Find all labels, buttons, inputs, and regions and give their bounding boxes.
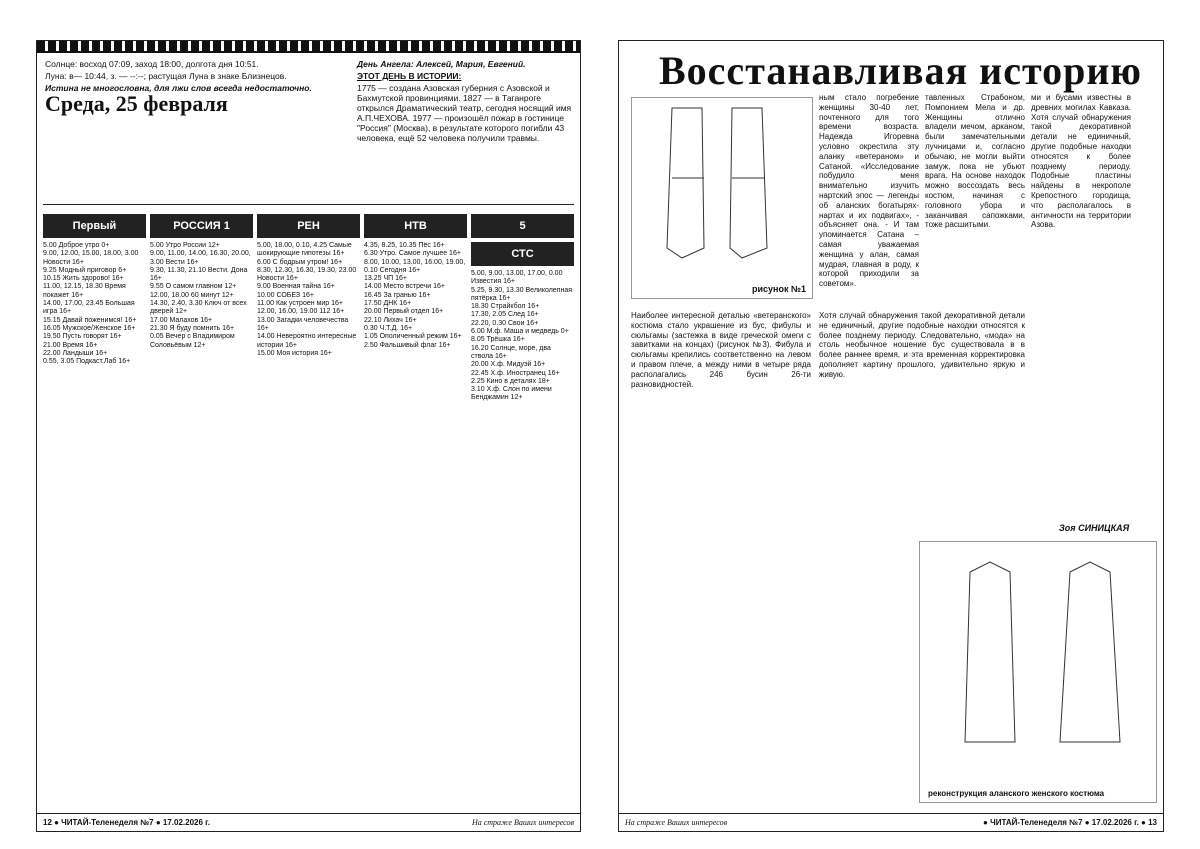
history-text: 1775 — создана Азовская губерния с Азовской и Бахмутской провинциями. 1827 — в Таганроге открылся Драматический театр, сегодня носящий имя А.П.ЧЕХОВА. 1977 — произошёл пожар в гостинице "Россия" (Москва), в результате которого погибли 43 человека, ещё 52 человека получили травмы. bbox=[357, 83, 572, 143]
astro-block bbox=[45, 59, 345, 116]
filmstrip-border bbox=[37, 41, 580, 53]
article-column: Наиболее интересной деталью «ветеранского» костюма стало украшение из бус, фибулы и сюльгамы (застежка в виде греческой омеги с завитками на концах) (рисунок №3). Фибула и сюльгамы крепились соответственно на левом и правом плече, а между ними в четыре ряда располагались 246 бусин 26-ти разновидностей. bbox=[631, 311, 811, 389]
left-footer-label: 12 ● ЧИТАЙ-Теленеделя №7 ● 17.02.2026 г. bbox=[43, 818, 210, 827]
tv-column bbox=[471, 214, 574, 784]
article-column: ми и бусами известны в древних могилах Кавказа. Хотя случай обнаружения такой декоративной детали не единичный, другие подобные находки относятся к более позднему периоду. Подобные пластины найдены в некрополе Крепостного городища, что располагалось в античности на территории Азова. bbox=[1031, 93, 1131, 230]
tv-listing: 5.00, 9.00, 13.00, 17.00, 0.00 Известия 16+ 5.25, 9.30, 13.30 Великолепная пятёрка 16+ 18.30 Страйкбол 16+ 17.30, 2.05 След 16+ 22.20, 0.30 Свои 16+ 6.00 М.ф. Маша и медведь 0+ 8.05 Трёшка 16+ 16.20 Солнце, море, два ствола 16+ 20.00 Х.ф. Мидуэй 16+ 22.45 Х.ф. Иностранец 16+ 2.25 Кино в деталях 18+ 3.10 Х.ф. Слон по имени Бенджамин 12+ bbox=[471, 270, 573, 402]
tv-listing: 5.00, 18.00, 0.10, 4.25 Самые шокирующие гипотезы 16+ 6.00 С бодрым утром! 16+ 8.30, 12.30, 16.30, 19.30, 23.00 Новости 16+ 9.00 Военная тайна 16+ 10.00 СОБЕЗ 16+ 11.00 Как устроен мир 16+ 12.00, 16.00, 19.00 112 16+ 13.00 Загадки человечества 16+ 14.00 Невероятно интересные истории 16+ 15.00 Моя история 16+ bbox=[257, 242, 357, 357]
tv-column bbox=[43, 214, 146, 784]
boots-drawing-icon bbox=[632, 98, 812, 298]
article-column: тавленных Страбоном, Помпонием Мела и др. Женщины отлично владели мечом, арканом, были замечательными лучницами и, согласно обычаю, не могли выйти замуж, пока не убьют врага. На основе находок можно воссоздать весь костюм, начиная с головного убора и заканчивая сапожками, тоже расшитыми. bbox=[925, 93, 1025, 230]
date-title: Среда, 25 февраля bbox=[45, 91, 228, 116]
history-block bbox=[357, 59, 572, 143]
tv-listing: 5.00 Утро России 12+ 9.00, 11.00, 14.00, 16.30, 20.00, 3.00 Вести 16+ 9.30, 11.30, 21.10 Вести. Дона 16+ 9.55 О самом главном 12+ 12.00, 18.00 60 минут 12+ 14.30, 2.40, 3.30 Ключ от всех дверей 12+ 17.00 Малахов 16+ 21.30 Я буду помнить 16+ 0.05 Вечер с Владимиром Соловьёвым 12+ bbox=[150, 242, 251, 349]
left-footer-motto: На страже Ваших интересов bbox=[471, 818, 574, 827]
figure-boots bbox=[631, 97, 813, 299]
tv-listing: 5.00 Доброе утро 0+ 9.00, 12.00, 15.00, 18.00, 3.00 Новости 16+ 9.25 Модный приговор 6+ 10.15 Жить здорово! 16+ 11.00, 12.15, 18.30 Время покажет 16+ 14.00, 17.00, 23.45 Большая игра 16+ 15.15 Давай поженимся! 16+ 16.05 Мужское/Женское 16+ 19.50 Пусть говорят 16+ 21.00 Время 16+ 22.00 Ландыши 16+ 0.55, 3.05 Подкаст.Лаб 16+ bbox=[43, 242, 139, 366]
article-column: ным стало погребение женщины 30-40 лет, почтенного для того времени возраста. Надежда Игоревна условно окрестила эту аланку «ветераном» и Сатаной. «Исследование побудило меня внимательно изучить нартский эпос — легенды об аланских богатырях-нартах и их подвигах», - объясняет она. - И там упоминается Сатана – самая уважаемая женщина у алан, самая мудрая, главная в роду, к которой приходили за советом». bbox=[819, 93, 919, 289]
right-footer bbox=[619, 813, 1163, 831]
channel-logo-icon: Первый bbox=[43, 214, 146, 238]
article-column: Хотя случай обнаружения такой декоративной детали не единичный, другие подобные находки относятся к более позднему периоду. Следовательно, «мода» на столь необычное ношение бус существовала в в более раннее время, и эта временная корректировка дополняет картину прошлого, удивительно яркую и живую. bbox=[819, 311, 1025, 379]
costume-drawing-icon bbox=[920, 542, 1156, 782]
quote: Истина не многословна, для лжи слов всегда недостаточно. bbox=[45, 83, 312, 93]
channel-logo-icon: РОССИЯ 1 bbox=[150, 214, 253, 238]
caption-2: реконструкция аланского женского костюма bbox=[928, 789, 1105, 798]
moon-line: Луна: в— 10:44, з. — --:--; растущая Луна в знаке Близнецов. bbox=[45, 71, 287, 81]
divider bbox=[43, 204, 574, 205]
left-footer bbox=[37, 813, 580, 831]
headline: Восстанавливая историю bbox=[659, 48, 1142, 93]
author: Зоя СИНИЦКАЯ bbox=[1059, 523, 1130, 533]
tv-column bbox=[364, 214, 467, 784]
tv-column bbox=[257, 214, 360, 784]
tv-listing: 4.35, 8.25, 10.35 Пёс 16+ 6.30 Утро. Самое лучшее 16+ 8.00, 10.00, 13.00, 16.00, 19.00, 0.10 Сегодня 16+ 13.25 ЧП 16+ 14.00 Место встречи 16+ 16.45 За гранью 16+ 17.50 ДНК 16+ 20.00 Первый отдел 16+ 22.10 Лихач 16+ 0.30 Ч.Т.Д. 16+ 1.05 Ополиченный режим 16+ 2.50 Фальшивый флаг 16+ bbox=[364, 242, 466, 349]
channel-logo-icon: РЕН bbox=[257, 214, 360, 238]
angel-day: День Ангела: Алексей, Мария, Евгений. bbox=[357, 59, 526, 69]
sun-line: Солнце: восход 07:09, заход 18:00, долгота дня 10:51. bbox=[45, 59, 259, 69]
channel-logo-icon: СТС bbox=[471, 242, 574, 266]
channel-logo-icon: НТВ bbox=[364, 214, 467, 238]
tv-column bbox=[150, 214, 253, 784]
history-head: ЭТОТ ДЕНЬ В ИСТОРИИ: bbox=[357, 71, 462, 81]
left-page bbox=[36, 40, 581, 832]
right-footer-motto: На страже Ваших интересов bbox=[625, 818, 728, 827]
caption-1: рисунок №1 bbox=[751, 284, 806, 294]
channel-logo-icon: 5 bbox=[471, 214, 574, 238]
figure-costume bbox=[919, 541, 1157, 803]
right-footer-label: ● ЧИТАЙ-Теленеделя №7 ● 17.02.2026 г. ● 13 bbox=[983, 818, 1157, 827]
right-page bbox=[618, 40, 1164, 832]
